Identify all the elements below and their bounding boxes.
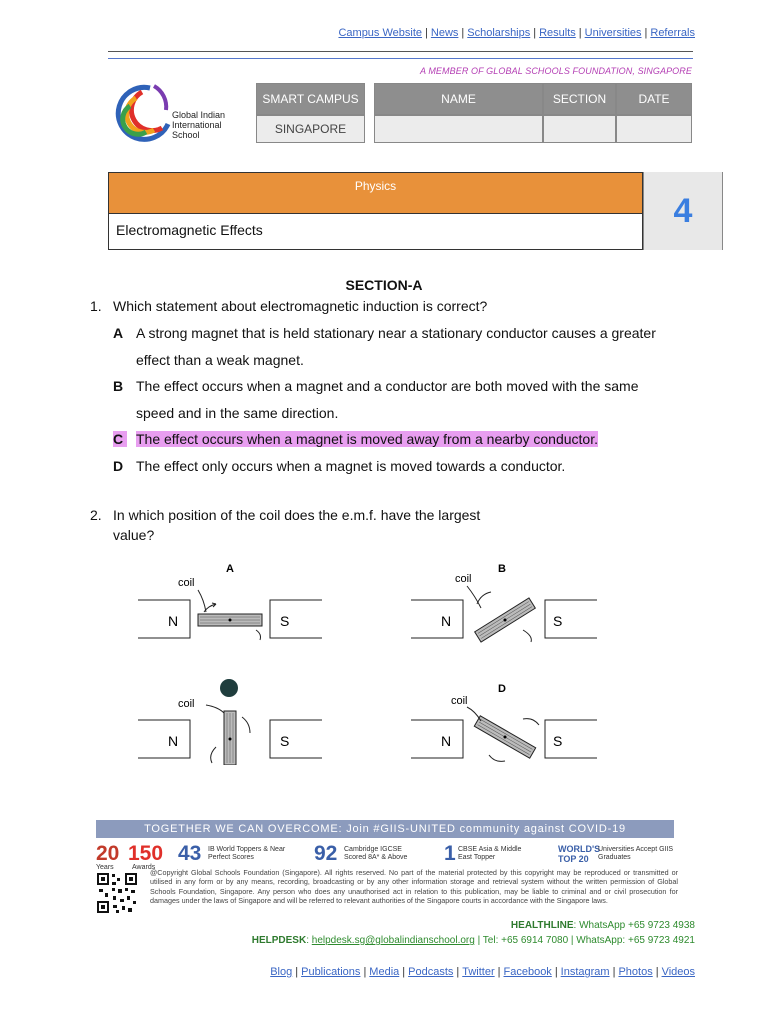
pole-s: S [280,733,290,749]
pole-s: S [553,613,563,629]
option-d-letter: D [113,458,124,474]
header-rule-blue [108,58,693,59]
link-campus-website[interactable]: Campus Website [338,27,423,39]
member-line: A MEMBER OF GLOBAL SCHOOLS FOUNDATION, SINGAPORE [419,66,692,76]
stat-igcse-label: Cambridge IGCSE Scored 8A* & Above [344,846,408,861]
logo-text: Global Indian International School [172,110,226,140]
coil-label: coil [455,573,472,585]
link-videos[interactable]: Videos [661,966,695,978]
link-referrals[interactable]: Referrals [650,27,695,39]
stats-row [96,842,676,871]
covid-banner: TOGETHER WE CAN OVERCOME: Join #GIIS-UNITED community against COVID-19 [96,820,674,838]
pole-n: N [168,733,179,749]
subject-bar: Physics [108,172,643,214]
helpdesk-email-link[interactable]: helpdesk.sg@globalindianschool.org [311,935,475,946]
question-text: Which statement about electromagnetic induction is correct? [113,298,488,314]
link-instagram[interactable]: Instagram [560,966,610,978]
copyright-notice: @Copyright Global Schools Foundation (Singapore). All rights reserved. No part of the material protected by this copyright may be reproduced or transmitted or utilised in any form or by any means, recording, broadcasting or by any other information storage and retrieval system without the written permission of Global Schools Foundation, Singapore. Any person who does any unauthorised act in relation to this publication, may be liable to criminal and or civil prosecution for damages under the laws of Singapore and will be referred to relevant authorities of the Singapore courts in accordance with the Singapore laws. [150,868,678,906]
top-links: Campus Website | News | Scholarships | Results | Universities | Referrals [338,27,695,39]
date-field[interactable] [616,115,692,143]
link-podcasts[interactable]: Podcasts [408,966,454,978]
helpdesk: HELPDESK: helpdesk.sg@globalindianschool.org | Tel: +65 6914 7080 | WhatsApp: +65 9723 4921 [251,935,695,946]
option-b-letter: B [113,378,124,394]
date-header: DATE [616,83,692,115]
coil-label: coil [451,695,468,707]
link-twitter[interactable]: Twitter [462,966,495,978]
stat-cbse-label: CBSE Asia & Middle East Topper [458,846,522,861]
stat-awards-number: 150 [128,842,164,865]
topic-title: Electromagnetic Effects [108,214,643,250]
question-1 [90,296,488,316]
pole-n: N [441,733,452,749]
qr-code-icon[interactable] [96,872,138,914]
panel-label: A [226,563,234,575]
smart-campus-label: SMART CAMPUS [256,83,365,115]
coil-label: coil [178,577,195,589]
section-title: SECTION-A [345,277,423,293]
link-publications[interactable]: Publications [301,966,361,978]
header-rule [108,51,693,52]
option-a-text: A strong magnet that is held stationary near a stationary conductor causes a greater effect than a weak magnet. [136,325,656,368]
question-number: 2. [90,507,102,523]
section-header: SECTION [543,83,616,115]
name-header: NAME [374,83,543,115]
coil-diagram-b [405,560,605,645]
link-media[interactable]: Media [369,966,400,978]
link-photos[interactable]: Photos [618,966,653,978]
bottom-links: Blog | Publications | Media | Podcasts | Twitter | Facebook | Instagram | Photos | Videos [270,966,695,978]
campus-name: SINGAPORE [256,115,365,143]
option-a-letter: A [113,325,124,341]
stat-world-number: WORLD'S TOP 20 [558,844,601,864]
pole-n: N [168,613,179,629]
highlighted-answer: The effect occurs when a magnet is moved away from a nearby conductor. [136,431,598,447]
stat-igcse-number: 92 [314,842,338,865]
stat-awards-label: Awards [132,864,156,871]
name-field[interactable] [374,115,543,143]
option-d-text: The effect only occurs when a magnet is moved towards a conductor. [136,458,566,474]
link-results[interactable]: Results [539,27,576,39]
coil-diagram-d [405,675,605,765]
option-c-letter: C [113,431,127,447]
stat-ib-label: IB World Toppers & Near Perfect Scores [208,846,286,861]
stat-years-number: 20 [96,842,120,865]
stat-years-label: Years [96,864,114,871]
panel-label: D [498,683,506,695]
option-c-text [136,426,598,453]
panel-label: B [498,563,506,575]
healthline: HEALTHLINE: WhatsApp +65 9723 4938 [510,920,695,931]
question-2 [90,505,481,543]
pole-s: S [280,613,290,629]
link-facebook[interactable]: Facebook [503,966,552,978]
stat-cbse-number: 1 [444,842,456,865]
section-field[interactable] [543,115,616,143]
stat-world-label: Universities Accept GIIS Graduates [598,846,674,861]
coil-diagram-c [130,675,330,765]
link-universities[interactable]: Universities [584,27,642,39]
link-scholarships[interactable]: Scholarships [467,27,531,39]
link-news[interactable]: News [430,27,459,39]
question-number: 1. [90,298,102,314]
stat-ib-number: 43 [178,842,202,865]
coil-diagram-a [130,560,330,645]
question-text: In which position of the coil does the e.m.f. have the largest value? [113,507,481,543]
pole-s: S [553,733,563,749]
worksheet-number: 4 [643,172,723,250]
pole-n: N [441,613,452,629]
coil-label: coil [178,698,195,710]
link-blog[interactable]: Blog [270,966,293,978]
option-b-text: The effect occurs when a magnet and a conductor are both moved with the same speed and in the same direction. [136,378,639,421]
